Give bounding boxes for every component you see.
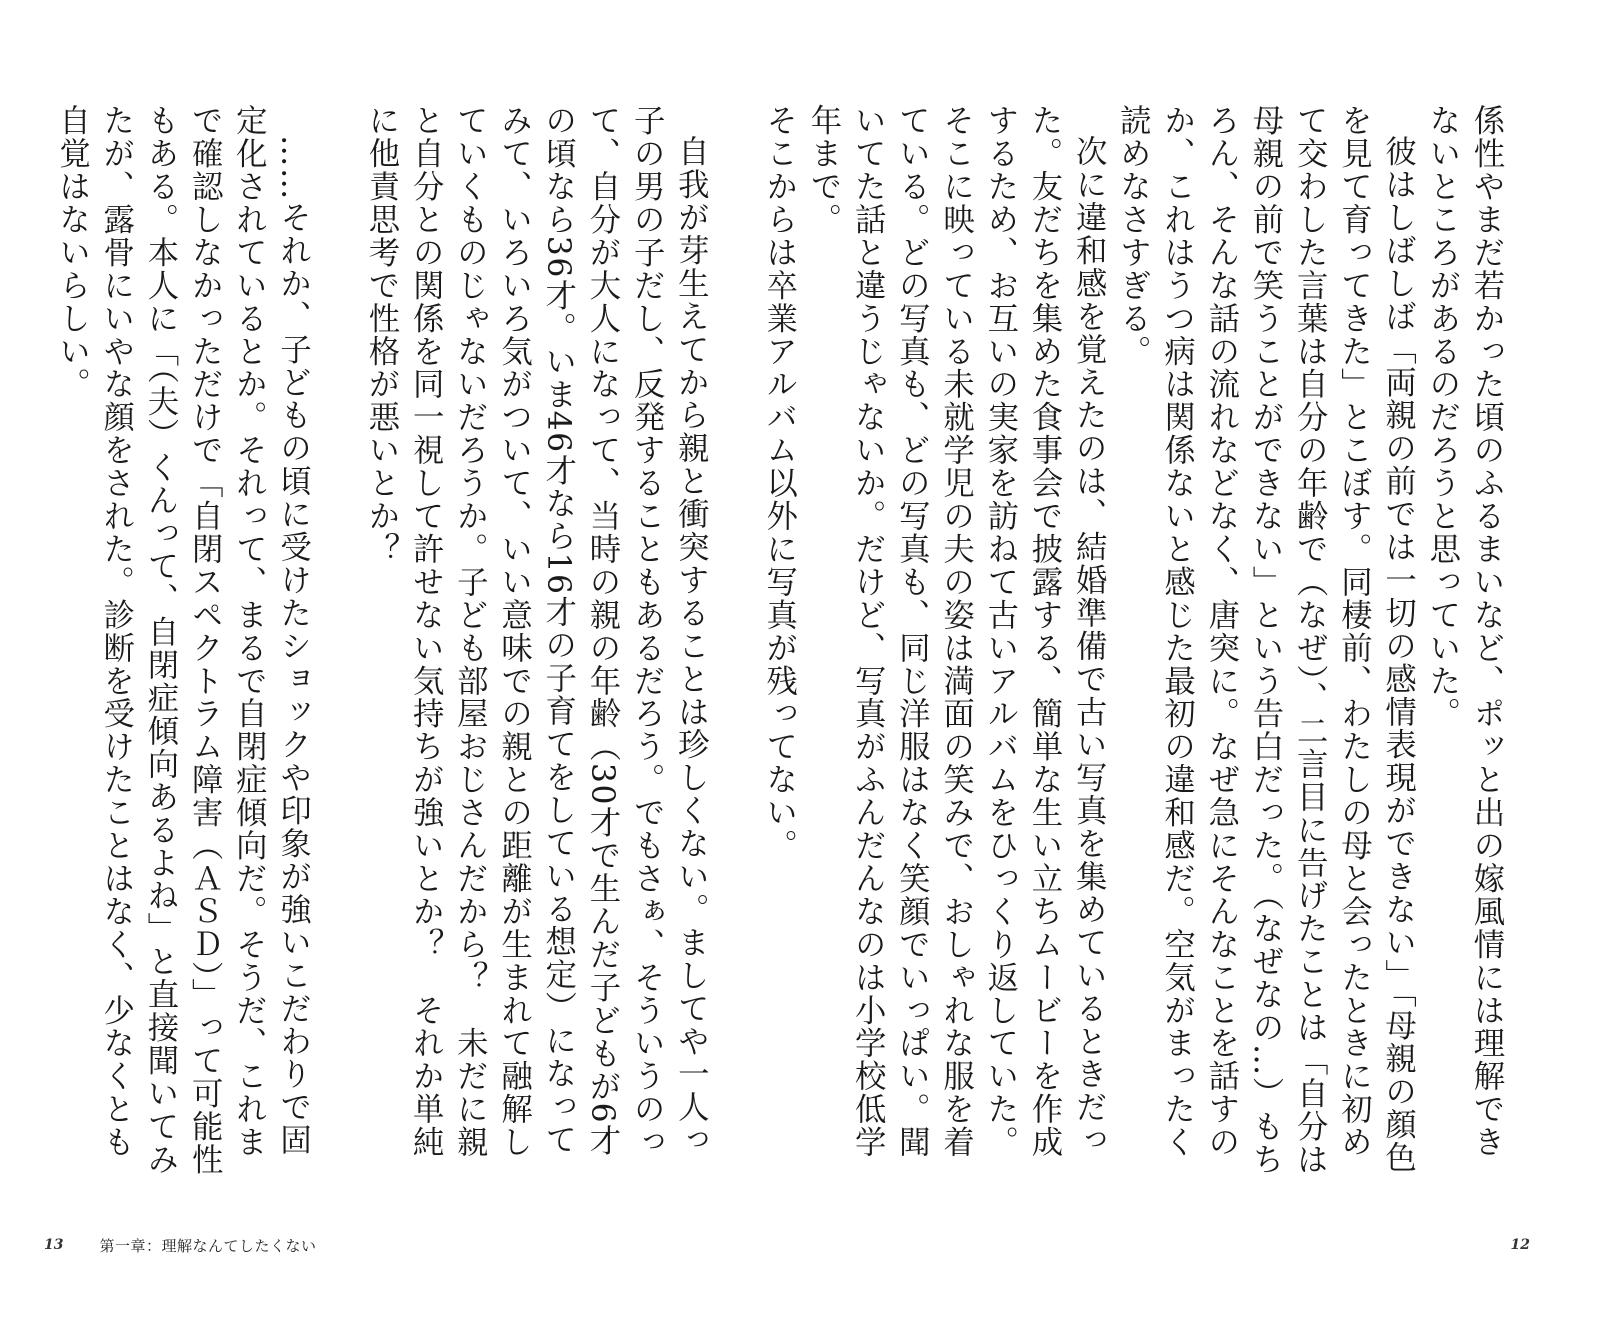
paragraph-asd: ……それか、子どもの頃に受けたショックや印象が強いこだわりで固定化されているとか。それって、まるで自閉症傾向だ。そうだ、これまで確認しなかっただけで「自閉スペクトラム障害（ＡＳＤ）」って可能性もある。本人に「（夫）くんって、自閉症傾向あるよね」と直接聞いてみたが、露骨にいやな顔をされた。診断を受けたことはなく、少なくとも自覚はないらしい。: [53, 104, 311, 1176]
paragraph-continuation: 係性やまだ若かった頃のふるまいなど、ポッと出の嫁風情には理解できないところがあるのだろうと思っていた。: [1423, 104, 1504, 1159]
footer-right: [1511, 1229, 1530, 1261]
paragraph-ego: 自我が芽生えてから親と衝突することは珍しくない。ましてや一人っ子の男の子だし、反発することもあるだろう。でもさぁ、そういうのって、自分が大人になって、当時の親の年齢（30才で生んだ子どもが6才の頃なら36才。いま46才なら16才の子育てをしている想定）になってみて、いろいろ気がついて、いい意味での親との距離が生まれて融解していくものじゃないだろうか。子ども部屋おじさんだから？ 未だに親と自分との関係を同一視して許せない気持ちが強いとか？ それか単純に他責思考で性格が悪いとか？: [362, 104, 709, 1159]
paragraph-album: そこからは卒業アルバム以外に写真が残ってない。: [760, 104, 797, 862]
body-text: [53, 104, 1508, 1184]
footer-left: [44, 1229, 317, 1261]
chapter-title: 第一章：理解なんてしたくない: [99, 1236, 317, 1255]
paragraph-photo-story: 次に違和感を覚えたのは、結婚準備で古い写真を集めているときだった。友だちを集めた食事会で披露する、簡単な生い立ちムービーを作成するため、お互いの実家を訪ねて古いアルバムをひっくり返していた。そこに映っている未就学児の夫の姿は満面の笑みで、おしゃれな服を着ている。どの写真も、どの写真も、同じ洋服はなく笑顔でいっぱい。聞いてた話と違うじゃないか。だけど、写真がふんだんなのは小学校低学年まで。: [804, 104, 1107, 1159]
page-number-right: 12: [1510, 1237, 1530, 1253]
paragraph-greeting-story: 彼はしばしば「両親の前では一切の感情表現ができない」「母親の顔色を見て育ってきた」とこぼす。同棲前、わたしの母と会ったときに初めて交わした言葉は自分の年齢で（なぜ）、二言目に告げたことは「自分は母親の前で笑うことができない」という告白だった。（なぜなの…）もちろん、そんな話の流れなどなく、唐突に。なぜ急にそんなことを話すのか、これはうつ病は関係ないと感じた最初の違和感だ。空気がまったく読めなさすぎる。: [1114, 104, 1416, 1176]
page-number-left: 13: [44, 1237, 64, 1253]
